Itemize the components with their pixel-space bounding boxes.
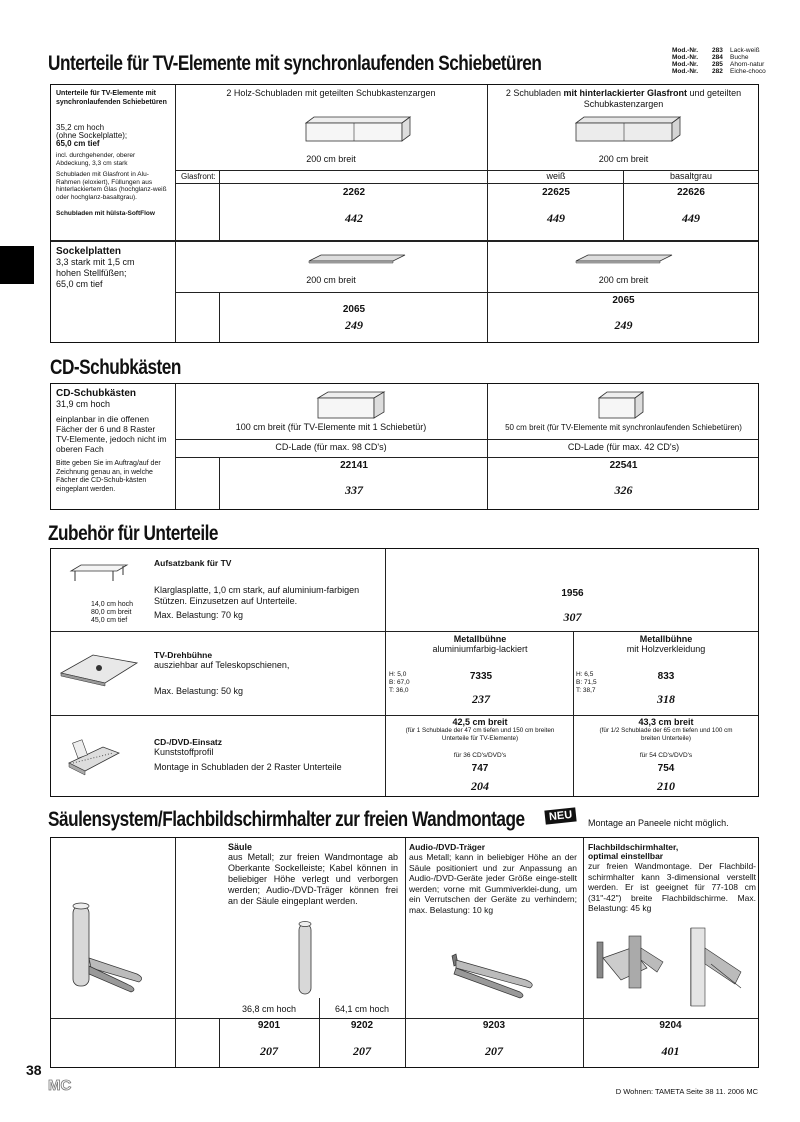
- new-badge: NEU: [544, 807, 577, 824]
- article-number: 2262: [342, 187, 366, 198]
- column-height-short: 36,8 cm hoch: [241, 1004, 297, 1014]
- article-number: 9201: [257, 1020, 281, 1031]
- price: 449: [547, 211, 565, 225]
- mounting-note: Montage an Paneele nicht möglich.: [588, 818, 729, 828]
- mod-desc: Eiche-choco: [730, 68, 766, 75]
- cd-insert-size2-capacity: für 54 CD's/DVD's: [639, 752, 693, 759]
- article-number: 9204: [659, 1020, 682, 1031]
- article-number: 2065: [342, 304, 366, 315]
- cd-box-illustration: [318, 390, 388, 420]
- dim-t: T: 38,7: [576, 687, 596, 694]
- article-number: 754: [657, 763, 675, 774]
- price: 204: [471, 779, 489, 793]
- cd-insert-size1-capacity: für 36 CD's/DVD's: [453, 752, 507, 759]
- article-number: 833: [657, 671, 675, 682]
- article-number: 7335: [469, 671, 493, 682]
- tray-title: Audio-/DVD-Träger: [409, 842, 486, 852]
- tv-mount-description: zur freien Wandmontage. Der Flachbild-schirmhalter kann 3-dimensional verstellt werden. Er ist geeignet für 77-108 cm (31"-42") breite Flachbildschirme. Max. Belastung: 45 kg: [588, 861, 756, 913]
- price: 207: [353, 1044, 371, 1058]
- sockel-plate-illustration: [309, 253, 409, 265]
- mod-nr: 285: [712, 61, 723, 68]
- price: 449: [682, 211, 700, 225]
- price: 207: [260, 1044, 278, 1058]
- cd-note: Bitte geben Sie im Auftrag/auf der Zeichnung genau an, in welche Fächer die CD-Schub-kästen eingeplant werden.: [56, 460, 161, 493]
- unterteile-height-note: (ohne Sockelplatte);: [56, 131, 128, 140]
- cd-insert-size2-note: (für 1/2 Schublade der 65 cm tiefen und 100 cm breiten Unterteile): [599, 727, 733, 742]
- column-description: aus Metall; zur freien Wandmontage ab Oberkante Sockelleiste; Kabel können in beliebiger Höhe verlegt und verborgen werden; Audio-/DVD-Träger können frei an der Säule eingeplant werden.: [228, 852, 398, 906]
- turntable-illustration: [59, 649, 139, 689]
- section3-title: Zubehör für Unterteile: [48, 522, 218, 545]
- dim-h: H: 5,0: [389, 671, 407, 678]
- article-number: 22141: [340, 460, 368, 471]
- mod-desc: Ahorn-natur: [730, 61, 765, 68]
- cd-title: CD-Schubkästen: [56, 388, 137, 399]
- turntable-title: TV-Drehbühne: [154, 650, 213, 660]
- option-basaltgrau: basaltgrau: [669, 171, 713, 181]
- column-height-long: 64,1 cm hoch: [334, 1004, 390, 1014]
- cd-insert-subtitle: Kunststoffprofil: [154, 747, 214, 757]
- sockel-width: 200 cm breit: [306, 275, 356, 285]
- col2-width: 200 cm breit: [598, 154, 649, 164]
- cd-insert-size1: 42,5 cm breit: [452, 717, 508, 727]
- article-number: 1956: [561, 588, 584, 599]
- price: 207: [485, 1044, 503, 1058]
- mod-label: Mod.-Nr.: [672, 47, 698, 54]
- unterteile-note-abdeckung: incl. durchgehender, oberer Abdeckung, 3,3 cm stark: [56, 152, 136, 167]
- price: 326: [614, 483, 633, 497]
- sockel-line3: 65,0 cm tief: [56, 279, 103, 289]
- page-number: 38: [26, 1062, 42, 1078]
- glasfront-label: Glasfront:: [181, 172, 216, 181]
- price: 442: [345, 211, 363, 225]
- metal-platform-wood-subtitle: mit Holzverkleidung: [626, 644, 706, 654]
- price: 249: [614, 318, 633, 332]
- section1-title: Unterteile für TV-Elemente mit synchronlaufenden Schiebetüren: [48, 52, 542, 75]
- col1-width: 200 cm breit: [306, 154, 356, 164]
- dim-b: B: 71,5: [576, 679, 597, 686]
- column-title: Säule: [228, 842, 253, 852]
- drawer-unit-illustration: [306, 115, 416, 145]
- cd-col1-header: 100 cm breit (für TV-Elemente mit 1 Schiebetür): [235, 422, 427, 432]
- dim-h: H: 6,5: [576, 671, 594, 678]
- price: 210: [657, 779, 675, 793]
- turntable-description: ausziehbar auf Teleskopschienen,: [154, 660, 290, 670]
- unterteile-depth: 65,0 cm tief: [56, 139, 100, 148]
- article-number: 747: [471, 763, 489, 774]
- metal-platform-wood-title: Metallbühne: [639, 634, 693, 644]
- article-number: 9202: [350, 1020, 374, 1031]
- price: 249: [345, 318, 363, 332]
- tv-mount-subtitle: optimal einstellbar: [588, 851, 664, 861]
- section4-table: [50, 837, 759, 1068]
- mod-nr: 282: [712, 68, 723, 75]
- unterteile-height: 35,2 cm hoch: [56, 123, 105, 132]
- article-number: 9203: [482, 1020, 506, 1031]
- tv-mount-title: Flachbildschirmhalter,: [588, 842, 679, 852]
- cd-insert-illustration: [63, 733, 123, 778]
- unterteile-note-softflow: Schubladen mit hülsta-SoftFlow: [56, 210, 155, 217]
- unterteile-title: Unterteile für TV-Elemente mit synchronlaufenden Schiebetüren: [56, 90, 167, 106]
- section-marker-bar: [0, 246, 34, 284]
- bench-description: Klarglasplatte, 1,0 cm stark, auf aluminium-farbigen Stützen. Einzusetzen auf Unterteile.: [154, 585, 360, 606]
- column-with-tray-illustration: [67, 898, 157, 998]
- price: 337: [345, 483, 363, 497]
- cd-box-small-illustration: [599, 390, 649, 420]
- glass-drawer-unit-illustration: [576, 115, 686, 145]
- flat-screen-mount-illustration: [591, 928, 751, 1008]
- article-number: 2065: [612, 295, 635, 306]
- col1-header: 2 Holz-Schubladen mit geteilten Schubkastenzargen: [226, 88, 436, 98]
- unterteile-note-glasfront: Schubladen mit Glasfront in Alu-Rahmen (eloxiert), Füllungen aus hinterlackiertem Glas (hochglanz-weiß oder hochglanz-basaltgrau).: [56, 171, 167, 201]
- mod-nr: 283: [712, 47, 723, 54]
- col2-header: 2 Schubladen mit hinterlackierter Glasfront und geteilten Schubkastenzargen: [505, 88, 742, 109]
- cd-col2-lade: CD-Lade (für max. 42 CD's): [567, 442, 680, 452]
- sockel-line1: 3,3 stark mit 1,5 cm: [56, 257, 135, 267]
- bench-width: 80,0 cm breit: [91, 609, 132, 616]
- cd-height: 31,9 cm hoch: [56, 399, 111, 409]
- cd-description: einplanbar in die offenen Fächer der 6 und 8 Raster TV-Elemente, jedoch nicht im oberen Fach: [56, 414, 167, 454]
- price: 237: [472, 692, 490, 706]
- bench-title: Aufsatzbank für TV: [154, 558, 232, 568]
- section2-title: CD-Schubkästen: [50, 356, 181, 379]
- model-number-list: [672, 47, 766, 75]
- sockel-title: Sockelplatten: [56, 246, 122, 257]
- price: 307: [563, 610, 582, 624]
- cd-insert-size2: 43,3 cm breit: [638, 717, 694, 727]
- mod-label: Mod.-Nr.: [672, 54, 698, 61]
- cd-insert-size1-note: (für 1 Schublade der 47 cm tiefen und 150 cm breiten Unterteile für TV-Elemente): [405, 727, 555, 742]
- dim-b: B: 67,0: [389, 679, 410, 686]
- section3-table: [50, 548, 759, 797]
- sockel-width: 200 cm breit: [598, 275, 649, 285]
- cd-col1-lade: CD-Lade (für max. 98 CD's): [275, 442, 387, 452]
- sockel-plate-illustration: [576, 253, 676, 265]
- bench-load: Max. Belastung: 70 kg: [154, 610, 244, 620]
- column-short-illustration: [291, 920, 321, 1000]
- bench-height: 14,0 cm hoch: [91, 601, 134, 608]
- bench-depth: 45,0 cm tief: [91, 617, 128, 624]
- article-number: 22625: [542, 187, 570, 198]
- section4-title: Säulensystem/Flachbildschirmhalter zur freien Wandmontage: [48, 808, 525, 831]
- cd-col2-header: 50 cm breit (für TV-Elemente mit synchronlaufenden Schiebetüren): [505, 423, 742, 432]
- price: 318: [657, 692, 675, 706]
- cd-insert-description: Montage in Schubladen der 2 Raster Unterteile: [154, 762, 342, 772]
- mod-desc: Buche: [730, 54, 749, 61]
- metal-platform-subtitle: aluminiumfarbig-lackiert: [432, 644, 528, 654]
- option-weiss: weiß: [546, 171, 566, 181]
- dim-t: T: 36,0: [389, 687, 409, 694]
- sockel-line2: hohen Stellfüßen;: [56, 268, 127, 278]
- mc-logo: MC: [48, 1077, 72, 1094]
- mod-label: Mod.-Nr.: [672, 61, 698, 68]
- cd-insert-title: CD-/DVD-Einsatz: [154, 737, 223, 747]
- footer-info: D Wohnen: TAMETA Seite 38 11. 2006 MC: [615, 1087, 758, 1096]
- article-number: 22541: [609, 460, 638, 471]
- price: 401: [661, 1044, 680, 1058]
- mod-nr: 284: [712, 54, 723, 61]
- turntable-load: Max. Belastung: 50 kg: [154, 686, 244, 696]
- tv-bench-illustration: [69, 561, 129, 585]
- section2-table: [50, 383, 759, 510]
- tray-description: aus Metall; kann in beliebiger Höhe an der Säule positioniert und zur Anpassung an Audio-/DVD-Geräte jeder Größe einge-stellt werden; vorne mit Gummiverklei-dung, um ein Verrutschen der Geräte zu verhindern; max. Belastung: 10 kg: [409, 852, 577, 915]
- mod-label: Mod.-Nr.: [672, 68, 698, 75]
- article-number: 22626: [677, 187, 705, 198]
- section1-table: [50, 84, 759, 343]
- audio-dvd-tray-illustration: [446, 950, 546, 1000]
- mod-desc: Lack-weiß: [730, 47, 760, 54]
- metal-platform-title: Metallbühne: [453, 634, 507, 644]
